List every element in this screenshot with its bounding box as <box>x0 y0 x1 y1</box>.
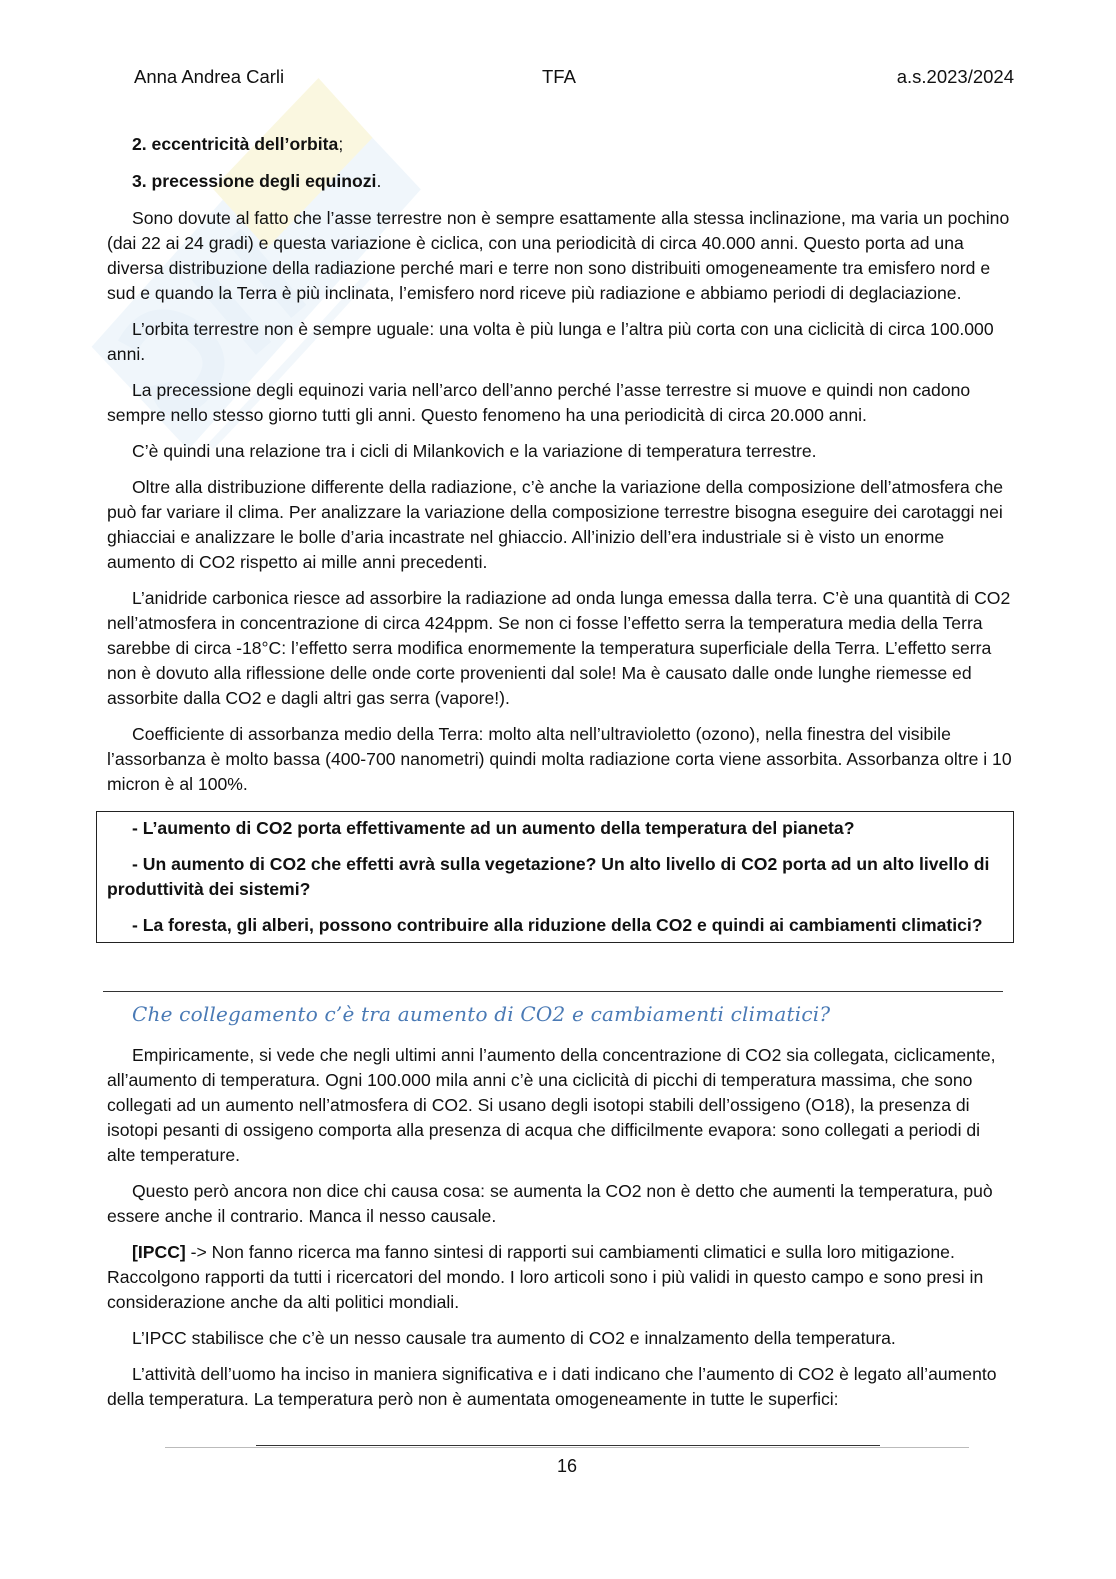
paragraph: L’orbita terrestre non è sempre uguale: una volta è più lunga e l’altra più corta con una ciclicità di circa 100.000 anni. <box>107 319 994 364</box>
page-header <box>0 66 1116 96</box>
ipcc-paragraph <box>107 1240 1013 1315</box>
page-number: 16 <box>556 1456 578 1476</box>
header-author: Anna Andrea Carli <box>134 66 285 87</box>
footer-divider <box>165 1447 969 1448</box>
item-label: 2. eccentricità dell’orbita <box>132 134 339 154</box>
paragraph: Oltre alla distribuzione differente della radiazione, c’è anche la variazione della composizione dell’atmosfera che può far variare il clima. Per analizzare la variazione della composizione terrestre bisogna eseguire dei carotaggi nei ghiacciai e analizzare le bolle d’aria incastrate nel ghiaccio. All’inizio dell’era industriale si è visto un enorme aumento di CO2 rispetto ai mille anni precedenti. <box>107 477 1004 572</box>
question: - Un aumento di CO2 che effetti avrà sulla vegetazione? Un alto livello di CO2 porta ad un alto livello di produttività dei sistemi? <box>107 854 990 899</box>
section-divider <box>103 991 1003 992</box>
paragraph: L’attività dell’uomo ha inciso in maniera significativa e i dati indicano che l’aumento di CO2 è legato all’aumento della temperatura. La temperatura però non è aumentata omogeneamente in tutte le superfici: <box>107 1364 997 1409</box>
item-label: 3. precessione degli equinozi <box>132 171 377 191</box>
paragraph: L’anidride carbonica riesce ad assorbire la radiazione ad onda lunga emessa dalla terra. C’è una quantità di CO2 nell’atmosfera in concentrazione di circa 424ppm. Se non ci fosse l’effetto serra la temperatura media della Terra sarebbe di circa -18°C: l’effetto serra modifica enormemente la temperatura superficiale della Terra. L’effetto serra non è dovuto alla riflessione delle onde corte provenienti dal sole! Ma è causato dalle onde lunghe riemesse ed assorbite dalla CO2 e dagli altri gas serra (vapore!). <box>107 588 1011 708</box>
ipcc-label: [IPCC] <box>132 1242 186 1262</box>
item-suffix: . <box>376 171 382 191</box>
paragraph: Coefficiente di assorbanza medio della Terra: molto alta nell’ultravioletto (ozono), nella finestra del visibile l’assorbanza è molto bassa (400-700 nanometri) quindi molta radiazione corta viene assorbita. Assorbanza oltre i 10 micron è al 100%. <box>107 724 1012 794</box>
item-suffix: ; <box>338 134 344 154</box>
questions-box <box>96 811 1014 943</box>
paragraph: La precessione degli equinozi varia nell’arco dell’anno perché l’asse terrestre si muove e quindi non cadono sempre nello stesso giorno tutti gli anni. Questo fenomeno ha una periodicità di circa 20.000 anni. <box>107 380 971 425</box>
paragraph: L’IPCC stabilisce che c’è un nesso causale tra aumento di CO2 e innalzamento della temperatura. <box>132 1328 896 1348</box>
list-item <box>107 169 1013 194</box>
list-item <box>107 132 1013 157</box>
header-course: TFA <box>542 66 576 87</box>
question: - L’aumento di CO2 porta effettivamente ad un aumento della temperatura del pianeta? <box>132 818 855 838</box>
header-year: a.s.2023/2024 <box>896 66 1014 87</box>
ipcc-text: -> Non fanno ricerca ma fanno sintesi di rapporti sui cambiamenti climatici e sulla loro mitigazione. Raccolgono rapporti da tutti i ricercatori del mondo. I loro articoli sono i più validi in questo campo e sono presi in considerazione anche da alti politici mondiali. <box>107 1242 984 1312</box>
section-title: Che collegamento c’è tra aumento di CO2 e cambiamenti climatici? <box>132 1002 831 1026</box>
paragraph: C’è quindi una relazione tra i cicli di Milankovich e la variazione di temperatura terrestre. <box>132 441 817 461</box>
paragraph: Sono dovute al fatto che l’asse terrestre non è sempre esattamente alla stessa inclinazione, ma varia un pochino (dai 22 ai 24 gradi) e questa variazione è ciclica, con una periodicità di circa 40.000 anni. Questo porta ad una diversa distribuzione della radiazione perché mari e terre non sono distribuiti omogeneamente tra emisfero nord e sud e quando la Terra è più inclinata, l’emisfero nord riceve più radiazione e abbiamo periodi di deglaciazione. <box>107 208 1010 303</box>
question: - La foresta, gli alberi, possono contribuire alla riduzione della CO2 e quindi ai cambiamenti climatici? <box>132 915 983 935</box>
paragraph: Empiricamente, si vede che negli ultimi anni l’aumento della concentrazione di CO2 sia collegata, ciclicamente, all’aumento di temperatura. Ogni 100.000 mila anni c’è una ciclicità di picchi di temperatura massima, che sono collegati ad un aumento nell’atmosfera di CO2. Si usano degli isotopi stabili dell’ossigeno (O18), la presenza di isotopi pesanti di ossigeno comporta alla presenza di acqua che difficilmente evapora: sono collegati a periodi di alte temperature. <box>107 1045 996 1165</box>
paragraph: Questo però ancora non dice chi causa cosa: se aumenta la CO2 non è detto che aumenti la temperatura, può essere anche il contrario. Manca il nesso causale. <box>107 1181 993 1226</box>
footer-divider-dark <box>256 1445 880 1446</box>
page-content <box>107 132 1013 1423</box>
